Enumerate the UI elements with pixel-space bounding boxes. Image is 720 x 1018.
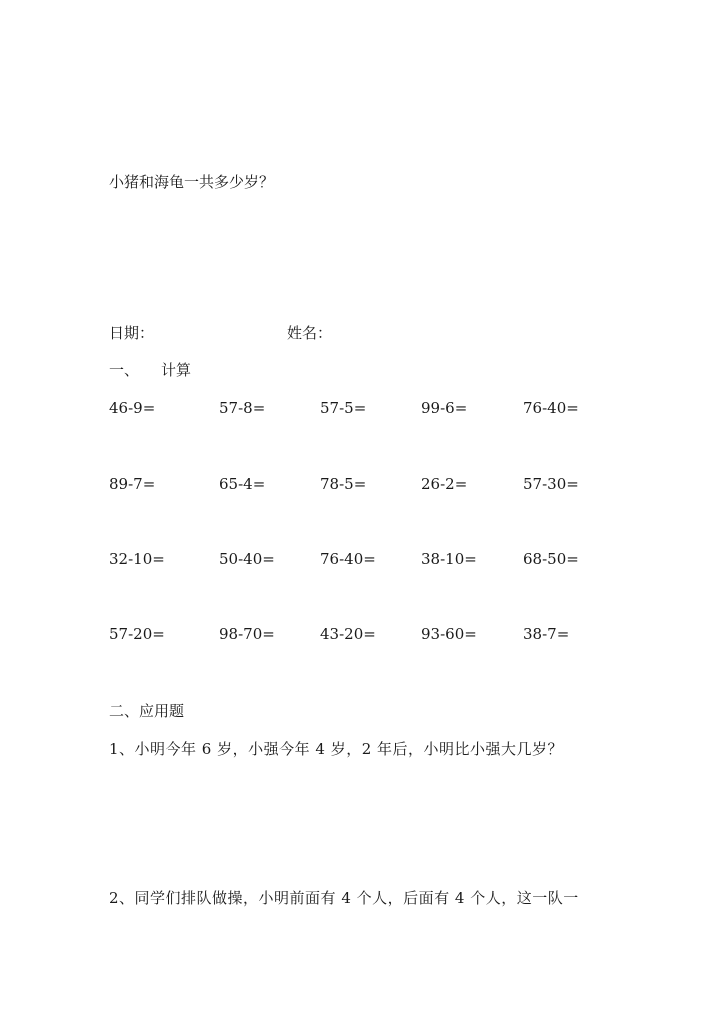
arithmetic-problem: 89-7= [109,475,156,493]
arithmetic-problem: 76-40= [320,550,376,568]
arithmetic-problem: 43-20= [320,625,376,643]
arithmetic-problem: 32-10= [109,550,165,568]
arithmetic-problem: 57-8= [219,399,266,417]
arithmetic-problem: 57-20= [109,625,165,643]
section-calculation-heading [109,360,191,380]
arithmetic-problem: 46-9= [109,399,156,417]
section-title: 计算 [161,361,192,379]
arithmetic-problem: 76-40= [523,399,579,417]
problem-row [109,474,629,494]
arithmetic-problem: 38-10= [421,550,477,568]
arithmetic-problem: 98-70= [219,625,275,643]
arithmetic-problem: 26-2= [421,475,468,493]
arithmetic-problem: 57-30= [523,475,579,493]
previous-question: 小猪和海龟一共多少岁？ [109,173,275,191]
problem-row [109,624,629,644]
arithmetic-problem: 68-50= [523,550,579,568]
arithmetic-problem: 93-60= [421,625,477,643]
arithmetic-problem: 78-5= [320,475,367,493]
arithmetic-problem: 99-6= [421,399,468,417]
problem-row [109,398,629,418]
date-label: 日期： [109,324,155,342]
section-number: 一、 [109,361,140,379]
name-label: 姓名： [287,324,333,342]
word-problem: 2、同学们排队做操，小明前面有 4 个人，后面有 4 个人，这一队一 [109,889,579,907]
section-word-problems-heading: 二、应用题 [109,702,185,720]
arithmetic-problem: 57-5= [320,399,367,417]
problem-row [109,549,629,569]
arithmetic-problem: 50-40= [219,550,275,568]
word-problem: 1、小明今年 6 岁，小强今年 4 岁，2 年后，小明比小强大几岁？ [109,740,564,758]
arithmetic-problem: 38-7= [523,625,570,643]
arithmetic-problem: 65-4= [219,475,266,493]
